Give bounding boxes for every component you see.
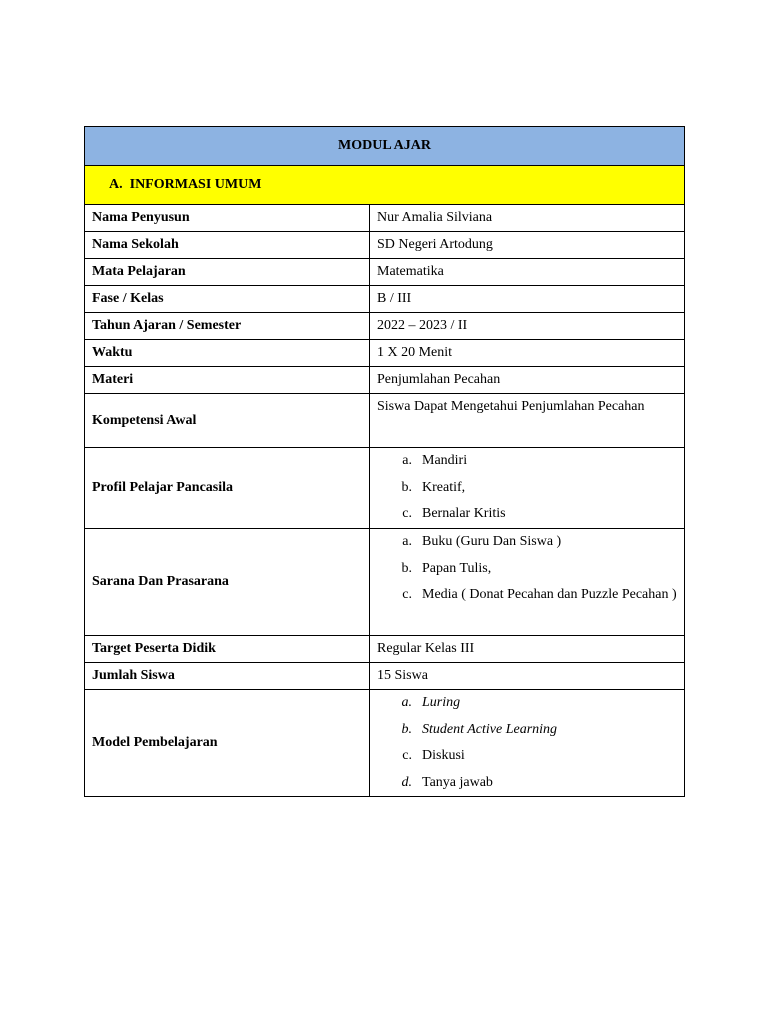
- list-marker: a.: [401, 695, 412, 710]
- list-text: Kreatif,: [422, 479, 466, 495]
- list-item: [370, 582, 677, 609]
- list-text: Luring: [422, 695, 461, 710]
- table-row: [85, 232, 685, 259]
- row-value: Siswa Dapat Mengetahui Penjumlahan Pecahan: [370, 394, 685, 448]
- row-label: Waktu: [85, 340, 370, 367]
- row-label: Fase / Kelas: [85, 286, 370, 313]
- list-text: Tanya jawab: [422, 774, 493, 790]
- table-row: [85, 205, 685, 232]
- list-text: Media ( Donat Pecahan dan Puzzle Pecahan ): [422, 587, 677, 602]
- list-text: Buku (Guru Dan Siswa ): [422, 534, 562, 549]
- row-label: Tahun Ajaran / Semester: [85, 313, 370, 340]
- list-text: Mandiri: [422, 453, 468, 468]
- row-label: Mata Pelajaran: [85, 259, 370, 286]
- informasi-umum-table: [84, 126, 685, 797]
- section-label: INFORMASI UMUM: [129, 177, 262, 192]
- table-row: [85, 313, 685, 340]
- list-text: Papan Tulis,: [422, 560, 492, 576]
- row-label: Nama Sekolah: [85, 232, 370, 259]
- list-item: [370, 717, 677, 744]
- row-label: Model Pembelajaran: [85, 690, 370, 797]
- table-row: [85, 690, 685, 797]
- list-marker: a.: [402, 453, 412, 468]
- list-text: Bernalar Kritis: [422, 506, 506, 521]
- row-value: Penjumlahan Pecahan: [370, 367, 685, 394]
- table-row: [85, 663, 685, 690]
- row-value: 15 Siswa: [370, 663, 685, 690]
- row-label: Kompetensi Awal: [85, 394, 370, 448]
- row-value: Matematika: [370, 259, 685, 286]
- list-text: Student Active Learning: [422, 721, 558, 737]
- list-marker: a.: [402, 534, 412, 549]
- row-label: Sarana Dan Prasarana: [85, 529, 370, 636]
- list-marker: c.: [402, 748, 412, 763]
- row-label: Jumlah Siswa: [85, 663, 370, 690]
- list-item: [370, 475, 677, 502]
- table-row: [85, 340, 685, 367]
- table-row: [85, 286, 685, 313]
- row-label: Materi: [85, 367, 370, 394]
- row-value: Regular Kelas III: [370, 636, 685, 663]
- row-value-list: [370, 529, 685, 636]
- list-item: [370, 690, 677, 717]
- list-text: Diskusi: [422, 748, 465, 763]
- row-value: Nur Amalia Silviana: [370, 205, 685, 232]
- table-row: [85, 448, 685, 529]
- list-marker: b.: [401, 479, 412, 495]
- list-marker: b.: [401, 560, 412, 576]
- table-row: [85, 394, 685, 448]
- title-row: [85, 127, 685, 166]
- list-marker: c.: [402, 506, 412, 521]
- table-row: [85, 529, 685, 636]
- row-value: 1 X 20 Menit: [370, 340, 685, 367]
- list-item: [370, 556, 677, 583]
- table-row: [85, 636, 685, 663]
- row-value: 2022 – 2023 / II: [370, 313, 685, 340]
- list-marker: c.: [402, 587, 412, 602]
- list-marker: d.: [401, 774, 412, 790]
- list-item: [370, 501, 677, 528]
- row-value: SD Negeri Artodung: [370, 232, 685, 259]
- row-value: B / III: [370, 286, 685, 313]
- row-value-list: [370, 448, 685, 529]
- list-item: [370, 448, 677, 475]
- section-header-row: [85, 166, 685, 205]
- table-row: [85, 367, 685, 394]
- row-label: Nama Penyusun: [85, 205, 370, 232]
- list-item: [370, 743, 677, 770]
- document-title: MODUL AJAR: [85, 127, 685, 166]
- table-row: [85, 259, 685, 286]
- list-item: [370, 529, 677, 556]
- section-heading: [85, 166, 685, 205]
- row-label: Target Peserta Didik: [85, 636, 370, 663]
- row-value-list: [370, 690, 685, 797]
- row-label: Profil Pelajar Pancasila: [85, 448, 370, 529]
- list-marker: b.: [401, 721, 412, 737]
- section-marker: A.: [109, 177, 123, 192]
- list-item: [370, 770, 677, 797]
